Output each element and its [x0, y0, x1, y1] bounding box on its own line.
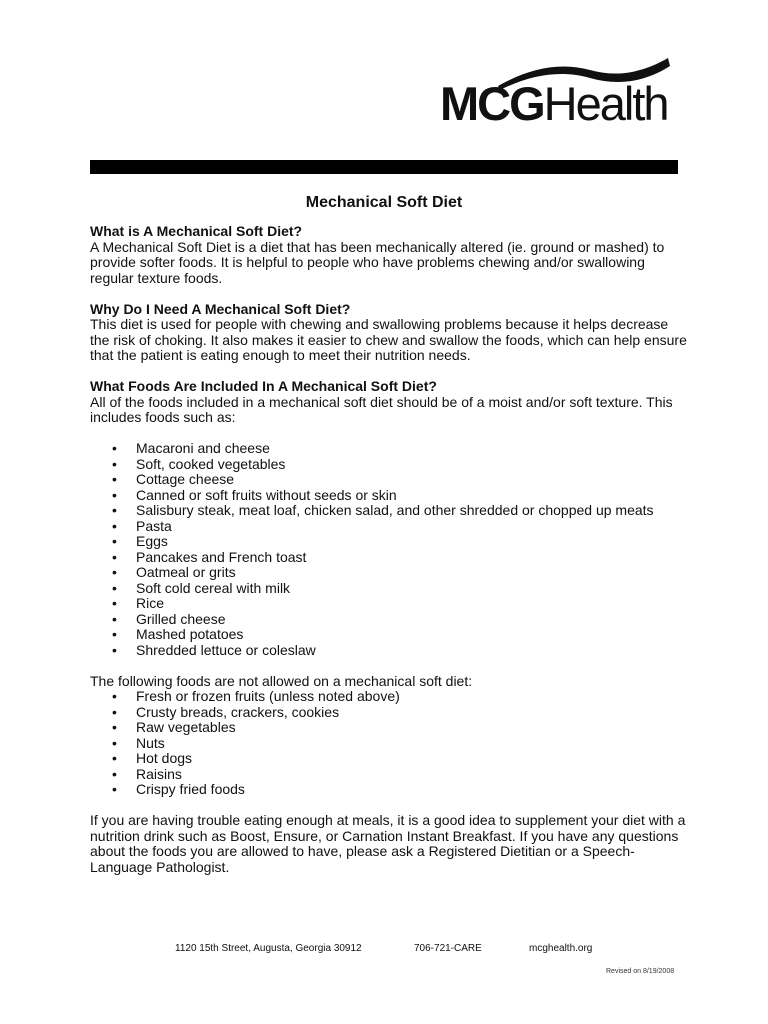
bullet-icon: •: [112, 765, 117, 782]
list-item-text: Shredded lettuce or coleslaw: [136, 641, 316, 658]
list-item-text: Eggs: [136, 533, 168, 549]
list-item: [90, 550, 690, 566]
list-item-text: Canned or soft fruits without seeds or skin: [136, 486, 397, 503]
list-item: [90, 565, 690, 581]
section-heading: Why Do I Need A Mechanical Soft Diet?: [90, 300, 351, 317]
list-item: [90, 627, 690, 643]
list-item: [90, 689, 690, 705]
list-item: [90, 643, 690, 659]
list-item: [90, 503, 690, 519]
list-item-text: Crispy fried foods: [136, 781, 245, 797]
list-item: [90, 736, 690, 752]
list-item-text: Pancakes and French toast: [136, 548, 307, 565]
bullet-icon: •: [112, 734, 117, 751]
list-item-text: Grilled cheese: [136, 610, 226, 627]
list-item: [90, 767, 690, 783]
list-item-text: Pasta: [136, 517, 172, 534]
section-body: This diet is used for people with chewing and swallowing problems because it helps decrease the risk of choking. It also makes it easier to chew and swallow the foods, which can help ensure that the patient is eating enough to meet their nutrition needs.: [90, 316, 687, 363]
bullet-icon: •: [112, 517, 117, 534]
section-why: [90, 302, 690, 364]
bullet-icon: •: [112, 455, 117, 472]
header-divider-bar: [90, 160, 678, 174]
list-item-text: Cottage cheese: [136, 471, 235, 487]
bullet-icon: •: [112, 440, 117, 456]
list-item-text: Macaroni and cheese: [136, 440, 270, 456]
bullet-icon: •: [112, 548, 117, 565]
section-included-foods: [90, 379, 690, 426]
section-what-is: [90, 224, 690, 286]
list-item-text: Fresh or frozen fruits (unless noted above): [136, 688, 400, 704]
list-item-text: Crusty breads, crackers, cookies: [136, 703, 340, 720]
list-item: [90, 596, 690, 612]
document-body: [90, 224, 690, 875]
list-item: [90, 720, 690, 736]
list-item-text: Mashed potatoes: [136, 626, 244, 642]
not-allowed-foods-list: [90, 689, 690, 798]
revised-date: Revised on 8/19/2008: [606, 968, 675, 975]
bullet-icon: •: [112, 703, 117, 720]
list-item-text: Oatmeal or grits: [136, 564, 236, 580]
section-body: All of the foods included in a mechanical soft diet should be of a moist and/or soft texture. This includes foods such as:: [90, 393, 673, 425]
bullet-icon: •: [112, 486, 117, 503]
logo-text: [440, 77, 668, 130]
list-item-text: Nuts: [136, 734, 165, 751]
bullet-icon: •: [112, 533, 117, 549]
bullet-icon: •: [112, 626, 117, 642]
list-item-text: Hot dogs: [136, 750, 193, 766]
closing-paragraph: If you are having trouble eating enough at meals, it is a good idea to supplement your diet with a nutrition drink such as Boost, Ensure, or Carnation Instant Breakfast. If you have any questions about the foods you are allowed to have, please ask a Registered Dietitian or a Speech-Language Pathologist.: [90, 812, 686, 875]
footer-address: 1120 15th Street, Augusta, Georgia 30912: [175, 943, 362, 954]
list-item: [90, 472, 690, 488]
bullet-icon: •: [112, 595, 117, 611]
bullet-icon: •: [112, 502, 117, 518]
logo-text-regular: Health: [543, 77, 668, 130]
list-item: [90, 782, 690, 798]
list-item-text: Rice: [136, 595, 165, 611]
not-allowed-intro: The following foods are not allowed on a mechanical soft diet:: [90, 672, 473, 689]
list-item-text: Raw vegetables: [136, 719, 236, 735]
bullet-icon: •: [112, 750, 117, 766]
section-body: A Mechanical Soft Diet is a diet that has been mechanically altered (ie. ground or mashed) to provide softer foods. It is helpful to people who have problems chewing and/or swallowing regular texture foods.: [90, 238, 665, 286]
list-item: [90, 534, 690, 550]
bullet-icon: •: [112, 564, 117, 580]
page-title: Mechanical Soft Diet: [305, 194, 463, 211]
section-heading: What Foods Are Included In A Mechanical Soft Diet?: [90, 378, 437, 394]
list-item: [90, 751, 690, 767]
bullet-icon: •: [112, 688, 117, 704]
logo-text-bold: MCG: [440, 77, 544, 130]
list-item: [90, 457, 690, 473]
list-item: [90, 488, 690, 504]
included-foods-list: [90, 441, 690, 658]
bullet-icon: •: [112, 781, 117, 797]
list-item: [90, 581, 690, 597]
bullet-icon: •: [112, 719, 117, 735]
mcghealth-logo: [440, 52, 672, 134]
footer-website: mcghealth.org: [529, 943, 593, 954]
list-item-text: Soft, cooked vegetables: [136, 455, 286, 472]
section-heading: What is A Mechanical Soft Diet?: [90, 223, 303, 239]
bullet-icon: •: [112, 610, 117, 627]
bullet-icon: •: [112, 579, 117, 596]
list-item-text: Soft cold cereal with milk: [136, 579, 291, 596]
list-item: [90, 612, 690, 628]
list-item: [90, 705, 690, 721]
list-item: [90, 519, 690, 535]
list-item-text: Raisins: [136, 765, 182, 782]
list-item: [90, 441, 690, 457]
footer-phone: 706-721-CARE: [414, 943, 482, 954]
list-item-text: Salisbury steak, meat loaf, chicken salad, and other shredded or chopped up meats: [136, 502, 654, 518]
bullet-icon: •: [112, 641, 117, 658]
bullet-icon: •: [112, 471, 117, 487]
